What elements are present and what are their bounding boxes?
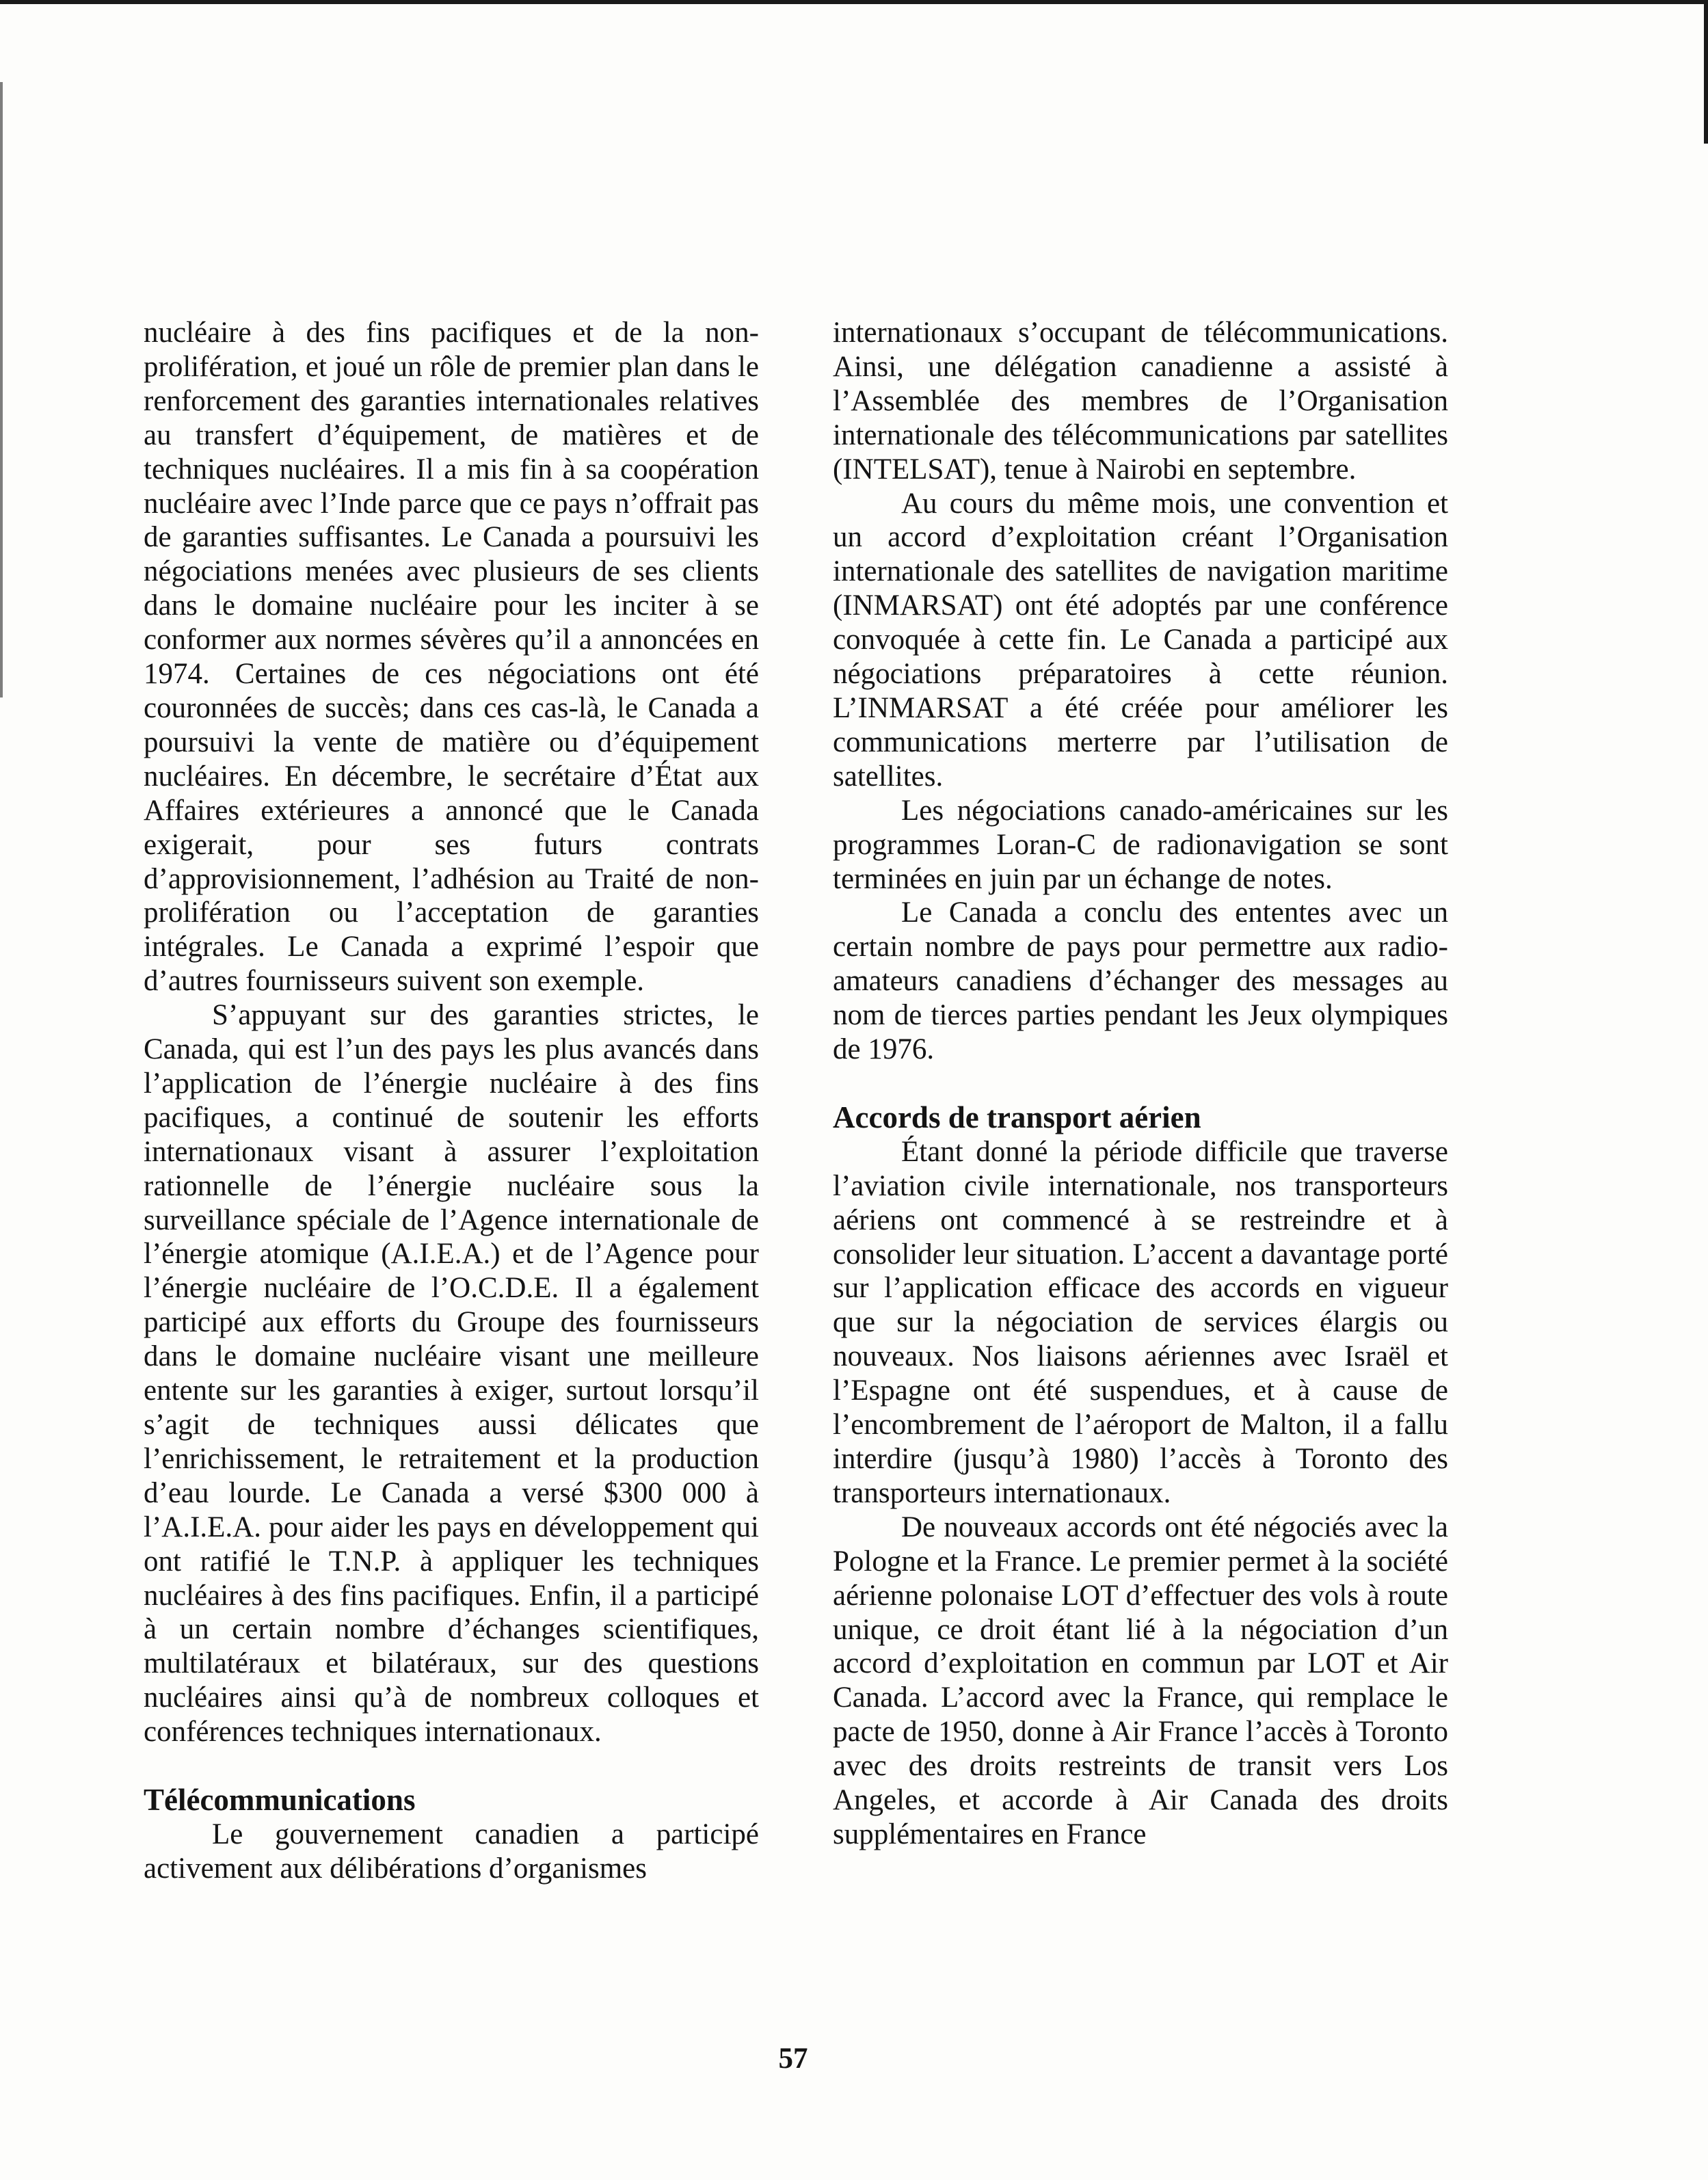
paragraph-new-agreements: De nouveaux accords ont été négociés avec la Pologne et la France. Le premier permet à la société aérienne polonaise LOT d’effectuer des vols à route unique, ce droit étant lié à la négociation d’un accord d’exploitation en commun par LOT et Air Canada. L’accord avec la France, qui remplace le pacte de 1950, donne à Air France l’accès à Toronto avec des droits restreints de transit vers Los Angeles, et accorde à Air Canada des droits supplémentaires en France xyxy=(833,1511,1448,1850)
page-number: 57 xyxy=(778,2043,808,2075)
section-gap xyxy=(144,1749,759,1783)
scan-border-left xyxy=(0,82,3,697)
paragraph-inmarsat: Au cours du même mois, une convention et un accord d’exploitation créant l’Organisation internationale des satellites de navigation maritime (INMARSAT) ont été adoptés par une conférence convoquée à cette fin. Le Canada a participé aux négociations préparatoires à cette réunion. L’INMARSAT a été créée pour améliorer les communications merterre par l’utilisation de satellites. xyxy=(833,487,1448,793)
paragraph-telecom-intro: Le gouvernement canadien a participé activement aux délibérations d’organismes xyxy=(144,1818,759,1885)
scan-border-top xyxy=(0,0,1708,4)
heading-air-transport: Accords de transport aérien xyxy=(833,1100,1201,1134)
section-gap xyxy=(833,1067,1448,1101)
right-column xyxy=(833,316,1448,1852)
paragraph-nuclear-safeguards: nucléaire à des fins pacifiques et de la non-prolifération, et joué un rôle de premier plan dans le renforcement des garanties internationales relatives au transfert d’équipement, de matières et de techniques nucléaires. Il a mis fin à sa coopération nucléaire avec l’Inde parce que ce pays n’offrait pas de garanties suffisantes. Le Canada a poursuivi les négociations menées avec plusieurs de ses clients dans le domaine nucléaire pour les inciter à se conformer aux normes sévères qu’il a annoncées en 1974. Certaines de ces négociations ont été couronnées de succès; dans ces cas-là, le Canada a poursuivi la vente de matière ou d’équipement nucléaires. En décembre, le secrétaire d’État aux Affaires extérieures a annoncé que le Canada exigerait, pour ses futurs contrats d’approvisionnement, l’adhésion au Traité de non-prolifération ou l’acceptation de garanties intégrales. Le Canada a exprimé l’espoir que d’autres fournisseurs suivent son exemple. xyxy=(144,317,759,998)
paragraph-civil-aviation: Étant donné la période difficile que traverse l’aviation civile internationale, nos transporteurs aériens ont commencé à se restreindre et à consolider leur situation. L’accent a davantage porté sur l’application efficace des accords en vigueur que sur la négociation de services élargis ou nouveaux. Nos liaisons aériennes avec Israël et l’Espagne ont été suspendues, et à cause de l’encombrement de l’aéroport de Malton, il a fallu interdire (jusqu’à 1980) l’accès à Toronto des transporteurs internationaux. xyxy=(833,1135,1448,1509)
paragraph-nuclear-cooperation: S’appuyant sur des garanties strictes, le Canada, qui est l’un des pays les plus avancés dans l’application de l’énergie nucléaire à des fins pacifiques, a continué de soutenir les efforts internationaux visant à assurer l’exploitation rationnelle de l’énergie nucléaire sous la surveillance spéciale de l’Agence internationale de l’énergie atomique (A.I.E.A.) et de l’Agence pour l’énergie nucléaire de l’O.C.D.E. Il a également participé aux efforts du Groupe des fournisseurs dans le domaine nucléaire visant une meilleure entente sur les garanties à exiger, surtout lorsqu’il s’agit de techniques aussi délicates que l’enrichissement, le retraitement et la production d’eau lourde. Le Canada a versé $300 000 à l’A.I.E.A. pour aider les pays en développement qui ont ratifié le T.N.P. à appliquer les techniques nucléaires à des fins pacifiques. Enfin, il a participé à un certain nombre d’échanges scientifiques, multilatéraux et bilatéraux, sur des questions nucléaires ainsi qu’à de nombreux colloques et conférences techniques internationaux. xyxy=(144,999,759,1749)
paragraph-intelsat: internationaux s’occupant de télécommunications. Ainsi, une délégation canadienne a assisté à l’Assemblée des membres de l’Organisation internationale des télécommunications par satellites (INTELSAT), tenue à Nairobi en septembre. xyxy=(833,317,1448,486)
paragraph-loran-c: Les négociations canado-américaines sur les programmes Loran-C de radionavigation se sont terminées en juin par un échange de notes. xyxy=(833,794,1448,895)
heading-telecommunications: Télécommunications xyxy=(144,1783,416,1818)
paragraph-radio-amateurs: Le Canada a conclu des ententes avec un certain nombre de pays pour permettre aux radio-amateurs canadiens d’échanger des messages au nom de tierces parties pendant les Jeux olympiques de 1976. xyxy=(833,896,1448,1066)
left-column xyxy=(144,316,759,1886)
scan-border-right xyxy=(1704,0,1708,144)
